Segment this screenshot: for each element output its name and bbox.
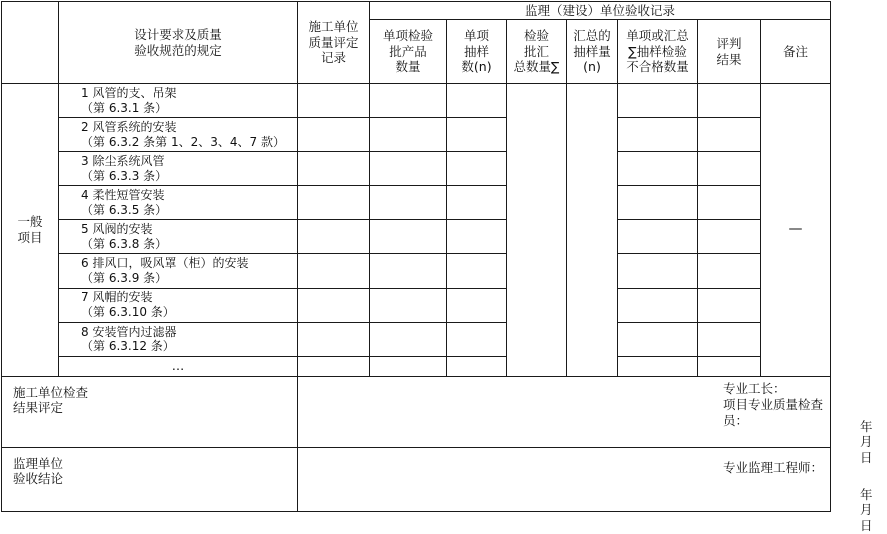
construction-check-body[interactable]: [298, 376, 873, 465]
single-sample-cell[interactable]: [447, 84, 507, 118]
single-batch-qty-cell[interactable]: [370, 118, 447, 152]
single-sample-cell[interactable]: [447, 220, 507, 254]
single-sample-cell[interactable]: [447, 186, 507, 220]
single-batch-qty-cell[interactable]: [370, 186, 447, 220]
item-5: 5 风阀的安装 （第 6.3.8 条）: [59, 220, 298, 254]
date-month: 月: [860, 434, 873, 450]
construction-check-signers: 专业工长： 项目专业质量检查员：: [723, 380, 824, 429]
nonconforming-cell[interactable]: [618, 356, 698, 376]
remarks-cell: —: [761, 84, 831, 377]
supervision-conclusion-signer: 专业监理工程师：: [723, 459, 824, 475]
nonconforming-cell[interactable]: [618, 84, 698, 118]
batch-total-cell[interactable]: [507, 84, 567, 377]
category-general-items: 一般 项目: [2, 84, 59, 377]
construction-check-label: 施工单位检查 结果评定: [2, 376, 298, 447]
construction-record-cell[interactable]: [298, 254, 370, 288]
date-day: 日: [860, 449, 873, 465]
evaluation-result-cell[interactable]: [698, 186, 761, 220]
single-batch-qty-cell[interactable]: [370, 254, 447, 288]
item-6: 6 排风口，吸风罩（柜）的安装 （第 6.3.9 条）: [59, 254, 298, 288]
single-sample-cell[interactable]: [447, 152, 507, 186]
single-sample-cell[interactable]: [447, 254, 507, 288]
evaluation-result-cell[interactable]: [698, 118, 761, 152]
header-nonconforming: 单项或汇总 ∑抽样检验 不合格数量: [618, 20, 698, 84]
construction-record-cell[interactable]: [298, 356, 370, 376]
construction-record-cell[interactable]: [298, 220, 370, 254]
evaluation-result-cell[interactable]: [698, 288, 761, 322]
construction-record-cell[interactable]: [298, 84, 370, 118]
single-batch-qty-cell[interactable]: [370, 356, 447, 376]
nonconforming-cell[interactable]: [618, 152, 698, 186]
nonconforming-cell[interactable]: [618, 322, 698, 356]
single-batch-qty-cell[interactable]: [370, 322, 447, 356]
evaluation-result-cell[interactable]: [698, 356, 761, 376]
evaluation-result-cell[interactable]: [698, 152, 761, 186]
header-construction-unit-record: 施工单位 质量评定 记录: [298, 2, 370, 84]
date-month: 月: [860, 502, 873, 518]
item-7: 7 风帽的安装 （第 6.3.10 条）: [59, 288, 298, 322]
single-batch-qty-cell[interactable]: [370, 288, 447, 322]
construction-record-cell[interactable]: [298, 118, 370, 152]
total-sample-cell[interactable]: [567, 84, 618, 377]
header-supervision-group: 监理（建设）单位验收记录: [370, 2, 831, 20]
header-design-requirements: 设计要求及质量 验收规范的规定: [59, 2, 298, 84]
nonconforming-cell[interactable]: [618, 220, 698, 254]
item-3: 3 除尘系统风管 （第 6.3.3 条）: [59, 152, 298, 186]
inspection-record-table: [1, 1, 873, 534]
item-2: 2 风管系统的安装 （第 6.3.2 条第 1、2、3、4、7 款）: [59, 118, 298, 152]
construction-record-cell[interactable]: [298, 186, 370, 220]
single-sample-cell[interactable]: [447, 322, 507, 356]
construction-record-cell[interactable]: [298, 322, 370, 356]
single-sample-cell[interactable]: [447, 288, 507, 322]
date-year: 年: [860, 486, 873, 502]
header-evaluation-result: 评判 结果: [698, 20, 761, 84]
header-batch-total: 检验 批汇 总数量∑: [507, 20, 567, 84]
evaluation-result-cell[interactable]: [698, 254, 761, 288]
construction-record-cell[interactable]: [298, 288, 370, 322]
single-batch-qty-cell[interactable]: [370, 84, 447, 118]
nonconforming-cell[interactable]: [618, 118, 698, 152]
nonconforming-cell[interactable]: [618, 186, 698, 220]
evaluation-result-cell[interactable]: [698, 322, 761, 356]
nonconforming-cell[interactable]: [618, 254, 698, 288]
item-ellipsis: …: [59, 356, 298, 376]
supervision-conclusion-body[interactable]: [298, 447, 873, 534]
header-blank-cell: [2, 2, 59, 84]
single-batch-qty-cell[interactable]: [370, 152, 447, 186]
single-sample-cell[interactable]: [447, 356, 507, 376]
item-8: 8 安装管内过滤器 （第 6.3.12 条）: [59, 322, 298, 356]
nonconforming-cell[interactable]: [618, 288, 698, 322]
date-year: 年: [860, 418, 873, 434]
header-remarks: 备注: [761, 20, 831, 84]
supervision-conclusion-date: [860, 487, 887, 534]
construction-record-cell[interactable]: [298, 152, 370, 186]
single-batch-qty-cell[interactable]: [370, 220, 447, 254]
evaluation-result-cell[interactable]: [698, 84, 761, 118]
evaluation-result-cell[interactable]: [698, 220, 761, 254]
single-sample-cell[interactable]: [447, 118, 507, 152]
header-single-sample: 单项 抽样 数(n): [447, 20, 507, 84]
item-4: 4 柔性短管安装 （第 6.3.5 条）: [59, 186, 298, 220]
header-total-sample: 汇总的 抽样量 (n): [567, 20, 618, 84]
date-day: 日: [860, 518, 873, 534]
item-1: 1 风管的支、吊架 （第 6.3.1 条）: [59, 84, 298, 118]
header-single-batch-qty: 单项检验 批产品 数量: [370, 20, 447, 84]
supervision-conclusion-label: 监理单位 验收结论: [2, 447, 298, 511]
construction-check-date: [860, 419, 887, 466]
